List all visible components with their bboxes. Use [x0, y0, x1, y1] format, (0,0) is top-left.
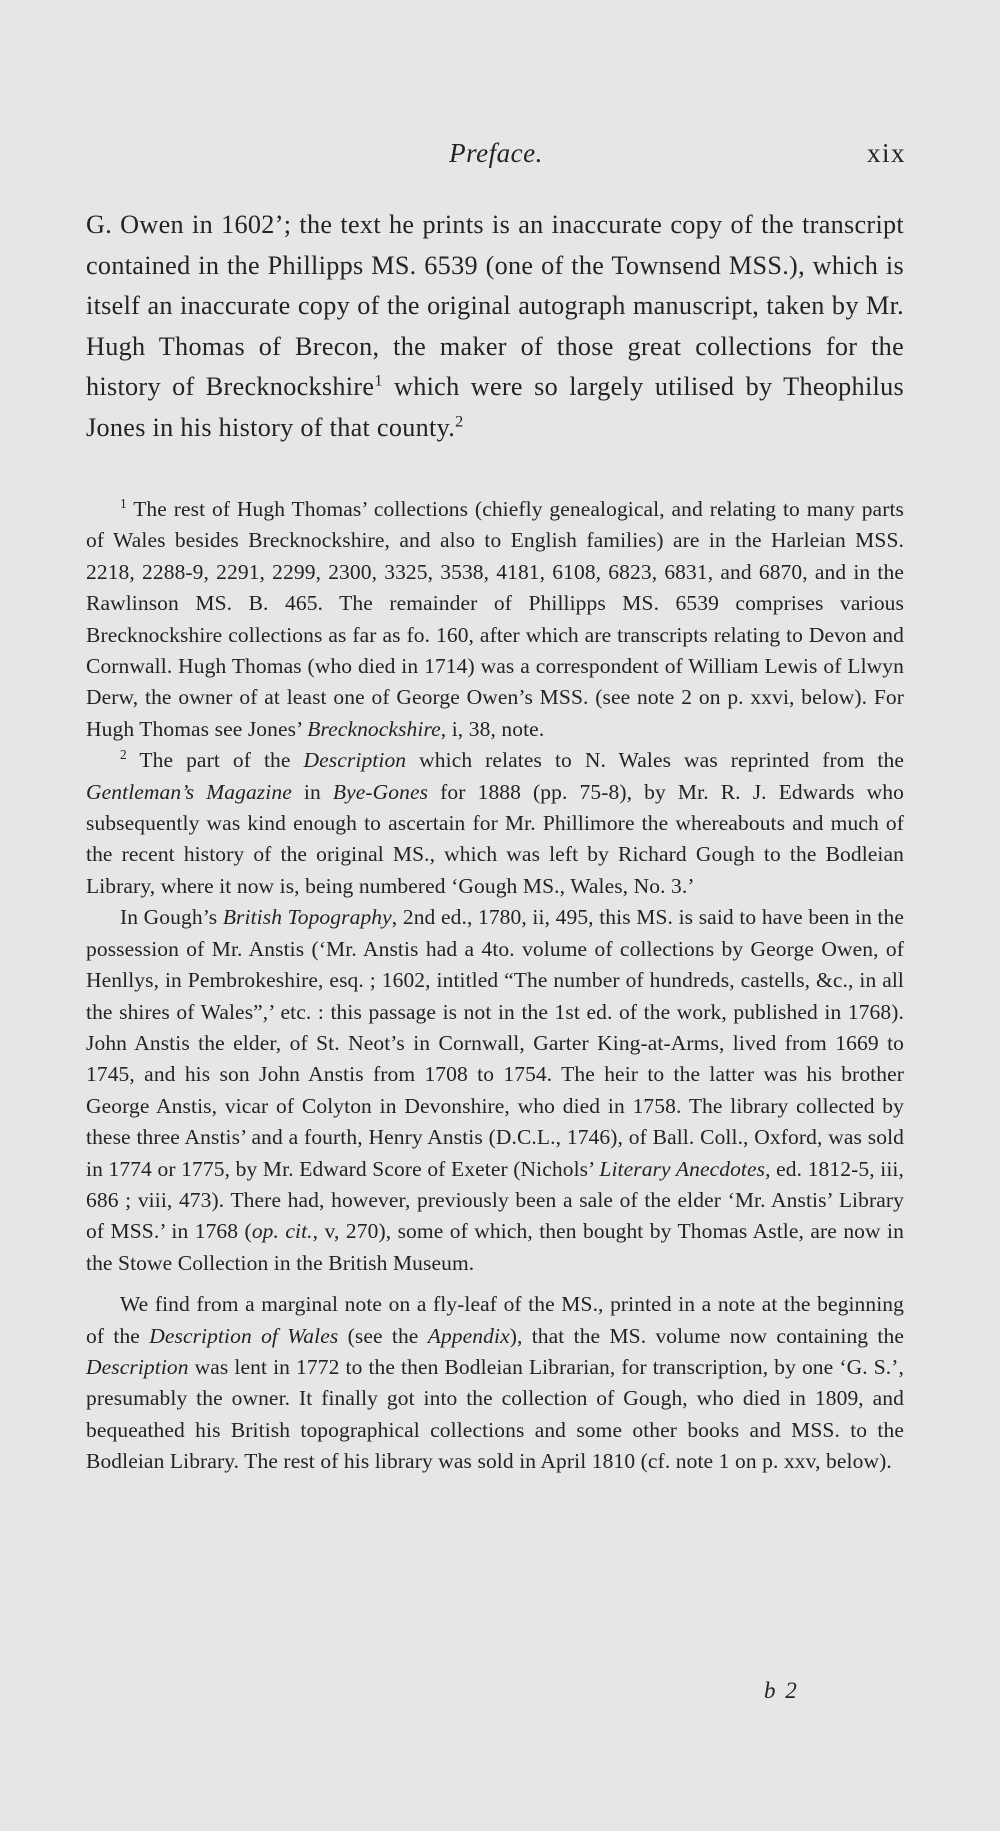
- final-italic: Description: [86, 1354, 189, 1379]
- footnote-2-italic: Gentleman’s Magazine: [86, 779, 292, 804]
- footnote-2: [86, 745, 904, 902]
- footnote-2-text: in: [291, 779, 333, 804]
- footnote-2-text: which relates to N. Wales was reprinted from the: [406, 748, 904, 773]
- final-text: was lent in 1772 to the then Bodleian Librarian, for transcription, by one ‘G. S.’, presumably the owner. It finally got into the collection of Gough, who died in 1809, and bequeathed his British topographical collections and some other books and MSS. to the Bodleian Library. The rest of his library was sold in April 1810 (cf. note 1 on p. xxv, below).: [86, 1354, 904, 1474]
- body-paragraph: [86, 205, 904, 448]
- continuation-text: , ed. 1812-5, iii, 686 ; viii, 473). There had, however, previously been a sale of the elder ‘Mr. Anstis’ Library of MSS.’ in 1768 (: [86, 1156, 904, 1244]
- footnote-1-italic: Brecknockshire: [307, 716, 441, 741]
- footnote-2-text: The part of the: [126, 748, 304, 773]
- body-text-tail: which were so largely utilised by Theophilus Jones in his history of that county.: [86, 372, 904, 442]
- page-number: xix: [866, 138, 906, 168]
- footnotes: [86, 494, 904, 1478]
- final-italic: Description of Wales: [149, 1323, 339, 1348]
- continuation-italic: British Topography: [222, 905, 392, 930]
- footnote-2-text: for 1888 (pp. 75-8), by Mr. R. J. Edwards who subsequently was kind enough to ascertain for Mr. Phillimore the whereabouts and much of the recent history of the original MS., which was left by Richard Gough to the Bodleian Library, where it now is, being numbered ‘Gough MS., Wales, No. 3.’: [86, 779, 905, 898]
- continuation-text: In Gough’s: [120, 905, 223, 930]
- footnote-1-text-end: , i, 38, note.: [440, 716, 545, 741]
- final-italic: Appendix: [427, 1323, 510, 1348]
- footnote-2-italic: Bye-Gones: [332, 779, 429, 804]
- continuation-italic: op. cit.: [251, 1219, 313, 1244]
- footnote-mark-2: 2: [455, 411, 464, 430]
- body-text-part: G. Owen in 1602’; the text he prints is an inaccurate copy of the transcript contained in the Phillipps MS. 6539 (one of the Townsend MSS.), which is itself an inaccurate copy of the original autograph manuscript, taken by Mr. Hugh Thomas of Brecon, the maker of those great collections for the history of Brecknockshire: [86, 210, 904, 401]
- continuation-text: , v, 270), some of which, then bought by Thomas Astle, are now in the Stowe Collection in the British Museum.: [86, 1219, 904, 1275]
- footnote-2-mark: 2: [120, 747, 127, 763]
- running-title: Preface.: [449, 138, 543, 168]
- footnote-1-text: The rest of Hugh Thomas’ collections (chiefly genealogical, and relating to many parts of Wales besides Brecknockshire, and also to English families) are in the Harleian MSS. 2218, 2288-9, 2291, 2299, 2300, 3325, 3538, 4181, 6108, 6823, 6831, and 6870, and in the Rawlinson MS. B. 465. The remainder of Phillipps MS. 6539 comprises various Brecknockshire collections as far as fo. 160, after which are transcripts relating to Devon and Cornwall. Hugh Thomas (who died in 1714) was a correspondent of William Lewis of Llwyn Derw, the owner of at least one of George Owen’s MSS. (see note 2 on p. xxvi, below). For Hugh Thomas see Jones’: [86, 497, 904, 741]
- final-text: ), that the MS. volume now containing the: [509, 1323, 904, 1348]
- footnote-final-paragraph: [86, 1289, 904, 1477]
- footnote-1: [86, 494, 904, 745]
- main-paragraph: [86, 205, 904, 448]
- continuation-italic: Literary Anecdotes: [599, 1156, 766, 1181]
- running-head: [86, 138, 906, 174]
- signature-mark: b 2: [764, 1678, 799, 1703]
- footnote-mark-1: 1: [374, 371, 383, 390]
- footnote-2-italic: Description: [303, 748, 407, 773]
- footnote-continuation: [86, 902, 904, 1279]
- footnote-1-mark: 1: [120, 495, 127, 511]
- final-text: (see the: [338, 1323, 428, 1348]
- final-text: We find from a marginal note on a fly-leaf of the MS., printed in a note at the beginning of the: [86, 1292, 904, 1348]
- continuation-text: , 2nd ed., 1780, ii, 495, this MS. is said to have been in the possession of Mr. Anstis (‘Mr. Anstis had a 4to. volume of collections by George Owen, of Henllys, in Pembrokeshire, esq. ; 1602, intitled “The number of hundreds, castells, &c., in all the shires of Wales”,’ etc. : this passage is not in the 1st ed. of the work, published in 1768). John Anstis the elder, of St. Neot’s in Cornwall, Garter King-at-Arms, lived from 1669 to 1745, and his son John Anstis from 1708 to 1754. The heir to the latter was his brother George Anstis, vicar of Colyton in Devonshire, who died in 1758. The library collected by these three Anstis’ and a fourth, Henry Anstis (D.C.L., 1746), of Ball. Coll., Oxford, was sold in 1774 or 1775, by Mr. Edward Score of Exeter (Nichols’: [86, 905, 904, 1181]
